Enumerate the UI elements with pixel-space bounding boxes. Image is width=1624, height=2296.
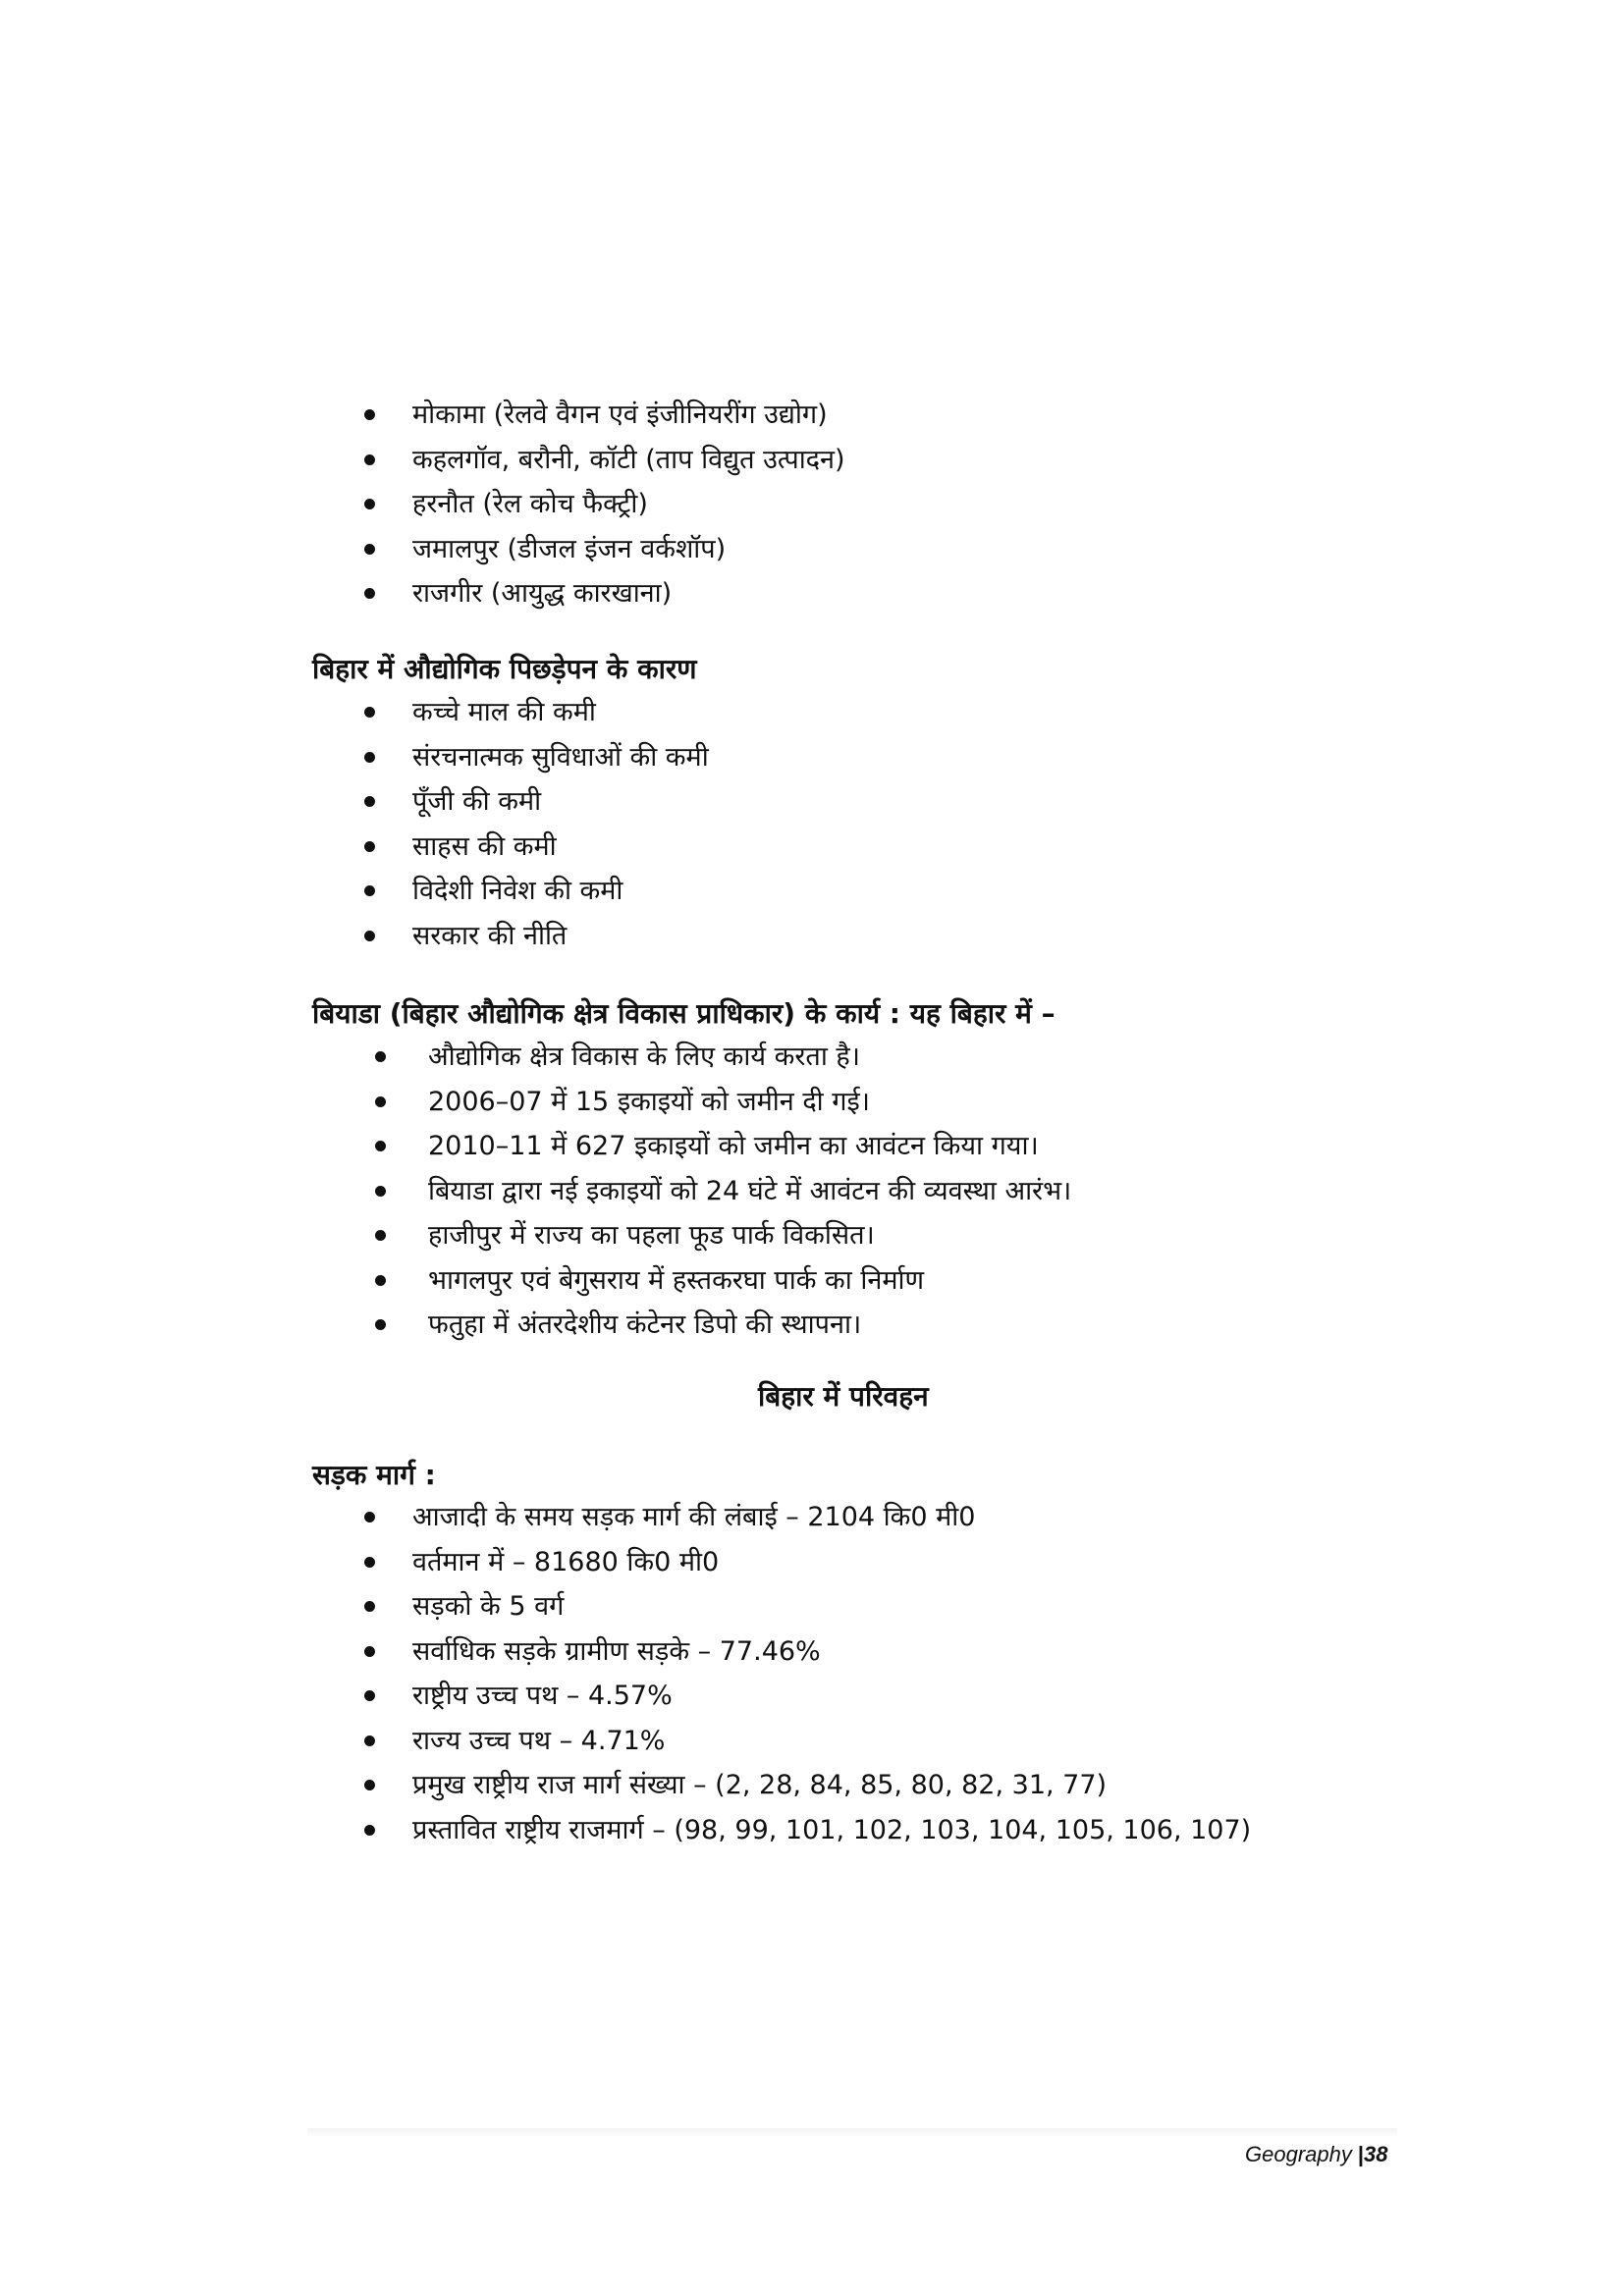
bullet-icon: [375, 1230, 386, 1241]
bullet-icon: [375, 1096, 386, 1107]
backwardness-causes-list: [412, 690, 709, 958]
list-item: [412, 825, 709, 870]
list-item: [412, 1719, 1251, 1764]
list-item-text: वर्तमान में – 81680 कि0 मी0: [412, 1546, 720, 1577]
bullet-icon: [375, 1051, 386, 1062]
industries-list: [412, 393, 845, 616]
list-item: [412, 869, 709, 914]
list-item-text: हरनौत (रेल कोच फैक्ट्री): [412, 489, 648, 519]
list-item: [412, 779, 709, 825]
bullet-icon: [364, 1690, 375, 1701]
list-item: [412, 735, 709, 780]
bullet-icon: [364, 1646, 375, 1657]
list-item-text: 2010–11 में 627 इकाइयों को जमीन का आवंटन किया गया।: [428, 1131, 1039, 1161]
bullet-icon: [364, 796, 375, 807]
list-item: [428, 1080, 1071, 1125]
list-item-text: पूँजी की कमी: [412, 786, 542, 817]
list-item: [412, 482, 845, 527]
list-item-text: आजादी के समय सड़क मार्ग की लंबाई – 2104 कि0 मी0: [412, 1502, 976, 1532]
bullet-icon: [364, 1780, 375, 1790]
list-item-text: भागलपुर एवं बेगुसराय में हस्तकरघा पार्क का निर्माण: [428, 1264, 924, 1296]
list-item-text: 2006–07 में 15 इकाइयों को जमीन दी गई।: [428, 1086, 870, 1117]
bullet-icon: [364, 885, 375, 896]
section-heading-biada: बियाडा (बिहार औद्योगिक क्षेत्र विकास प्राधिकार) के कार्य : यह बिहार में –: [312, 997, 1056, 1030]
biada-functions-list: [428, 1035, 1071, 1348]
footer-divider: [307, 2128, 1397, 2136]
list-item-text: राजगीर (आयुद्ध कारखाना): [412, 578, 673, 609]
list-item: [412, 393, 845, 438]
list-item: [412, 690, 709, 735]
section-title-transport: बिहार में परिवहन: [758, 1380, 929, 1413]
bullet-icon: [364, 454, 375, 465]
page-number: 38: [1364, 2142, 1388, 2166]
bullet-icon: [364, 707, 375, 718]
list-item-text: बियाडा द्वारा नई इकाइयों को 24 घंटे में आवंटन की व्यवस्था आरंभ।: [428, 1175, 1072, 1206]
bullet-icon: [364, 1512, 375, 1522]
list-item: [428, 1169, 1071, 1214]
list-item-text: औद्योगिक क्षेत्र विकास के लिए कार्य करता है।: [428, 1041, 860, 1072]
list-item-text: सड़को के 5 वर्ग: [412, 1591, 565, 1622]
bullet-icon: [364, 1557, 375, 1568]
bullet-icon: [364, 499, 375, 509]
list-item-text: प्रस्तावित राष्ट्रीय राजमार्ग – (98, 99, 101, 102, 103, 104, 105, 106, 107): [412, 1814, 1252, 1845]
list-item-text: राष्ट्रीय उच्च पथ – 4.57%: [412, 1681, 673, 1711]
list-item: [412, 1540, 1251, 1585]
bullet-icon: [375, 1319, 386, 1330]
bullet-icon: [364, 1825, 375, 1836]
bullet-icon: [364, 588, 375, 599]
bullet-icon: [375, 1186, 386, 1197]
list-item-text: सरकार की नीति: [412, 920, 568, 951]
bullet-icon: [375, 1141, 386, 1151]
bullet-icon: [364, 409, 375, 420]
bullet-icon: [364, 752, 375, 763]
list-item: [412, 1763, 1251, 1808]
list-item-text: विदेशी निवेश की कमी: [412, 876, 623, 906]
list-item-text: प्रमुख राष्ट्रीय राज मार्ग संख्या – (2, 28, 84, 85, 80, 82, 31, 77): [412, 1770, 1108, 1800]
list-item: [412, 527, 845, 572]
list-item: [428, 1035, 1071, 1080]
section-heading-roads: सड़क मार्ग :: [312, 1459, 436, 1491]
bullet-icon: [364, 1735, 375, 1746]
list-item-text: कहलगॉव, बरौनी, कॉटी (ताप विद्युत उत्पादन): [412, 444, 845, 475]
bullet-icon: [364, 544, 375, 555]
list-item: [412, 438, 845, 483]
list-item-text: जमालपुर (डीजल इंजन वर्कशॉप): [412, 533, 727, 564]
list-item-text: हाजीपुर में राज्य का पहला फूड पार्क विकसित।: [428, 1220, 875, 1251]
list-item-text: मोकामा (रेलवे वैगन एवं इंजीनियरींग उद्योग): [412, 400, 828, 430]
list-item: [412, 1808, 1251, 1853]
list-item-text: कच्चे माल की कमी: [412, 697, 596, 727]
list-item: [412, 914, 709, 959]
list-item: [412, 1495, 1251, 1540]
list-item: [428, 1303, 1071, 1348]
list-item: [428, 1258, 1071, 1304]
list-item-text: साहस की कमी: [412, 830, 557, 862]
bullet-icon: [364, 841, 375, 852]
list-item-text: सर्वाधिक सड़के ग्रामीण सड़के – 77.46%: [412, 1635, 821, 1667]
section-heading-backwardness: बिहार में औद्योगिक पिछड़ेपन के कारण: [312, 653, 697, 685]
footer-subject: Geography: [1245, 2142, 1352, 2166]
bullet-icon: [364, 931, 375, 941]
bullet-icon: [375, 1275, 386, 1286]
list-item-text: राज्य उच्च पथ – 4.71%: [412, 1725, 666, 1756]
list-item: [412, 571, 845, 616]
roads-list: [412, 1495, 1251, 1852]
list-item-text: फतुहा में अंतरदेशीय कंटेनर डिपो की स्थापना।: [428, 1309, 862, 1340]
footer-separator: |: [1357, 2142, 1365, 2166]
list-item: [428, 1124, 1071, 1169]
bullet-icon: [364, 1601, 375, 1612]
list-item: [412, 1674, 1251, 1719]
page-footer: [1245, 2142, 1388, 2167]
list-item: [412, 1629, 1251, 1675]
list-item: [428, 1213, 1071, 1258]
list-item: [412, 1584, 1251, 1629]
list-item-text: संरचनात्मक सुविधाओं की कमी: [412, 741, 709, 773]
